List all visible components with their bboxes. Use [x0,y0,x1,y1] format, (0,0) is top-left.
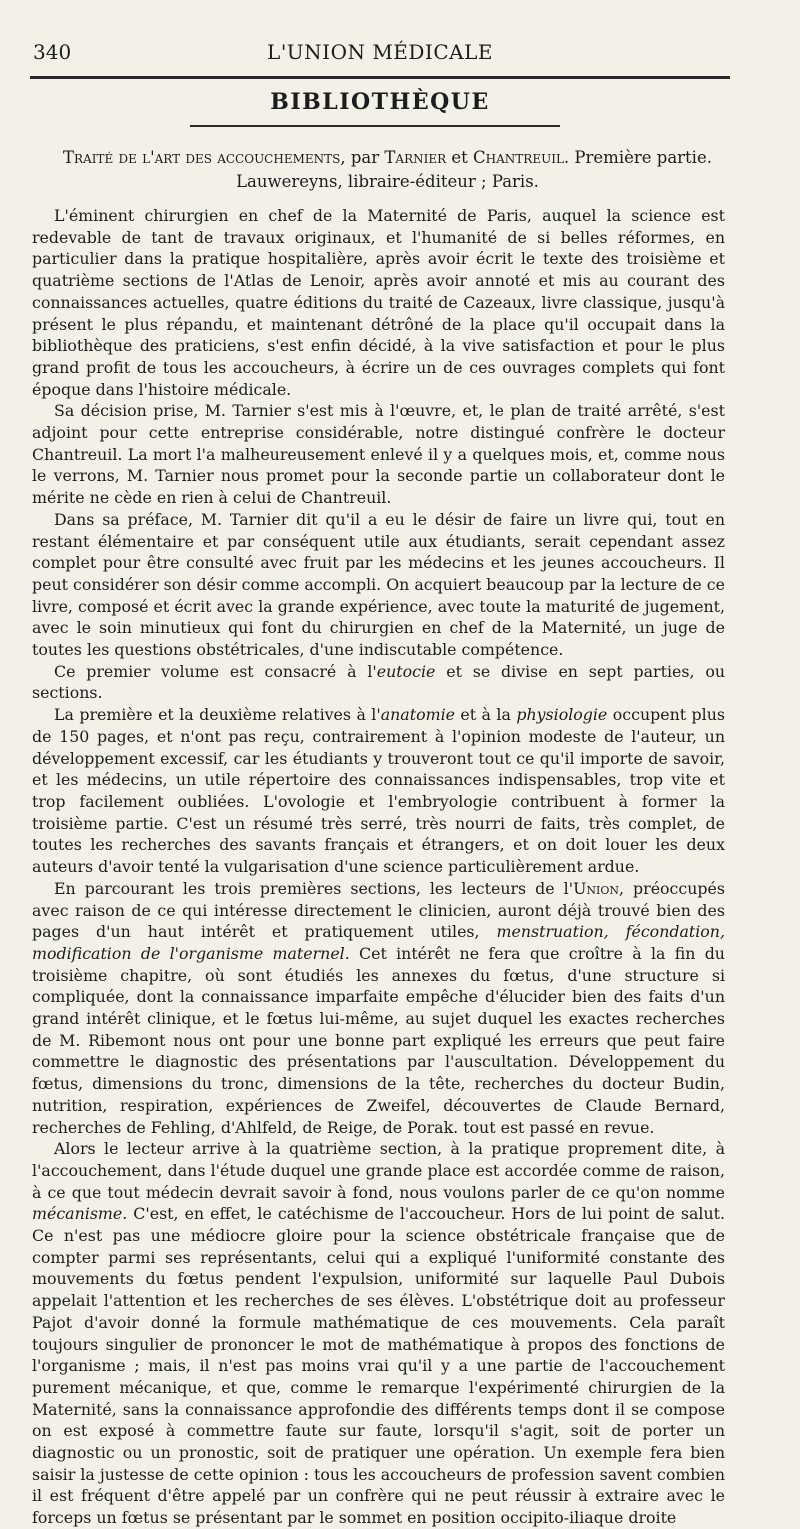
paragraph-1: L'éminent chirurgien en chef de la Maternité de Paris, auquel la science est redevable de tant de travaux originaux, et l'humanité de si belles réformes, en particulier dans la pratique hospitalière, après avoir écrit le texte des troisième et quatrième sections de l'Atlas de Lenoir, après avoir annoté et mis au courant des connaissances actuelles, quatre éditions du traité de Cazeaux, livre classique, jusqu'à présent le plus répandu, et maintenant détrôné de la place qu'il occupait dans la bibliothèque des praticiens, s'est enfin décidé, à la vive satisfaction et pour le plus grand profit de tous les accoucheurs, à écrire un de ces ouvrages complets qui font époque dans l'histoire médicale. [32,206,725,399]
text-run: Cet intérêt ne fera que croître à la fin du troisième chapitre, où sont étudiés les annexes du fœtus, d'une structure si compliquée, dont la connaissance imparfaite empêche d'élucider bien des faits d'un grand intérêt clinique, et le fœtus lui-même, au sujet duquel les exactes recherches de M. Ribemont nous ont pour une bonne part expliqué les erreurs que peut faire commettre le diagnostic des présentations par l'auscultation. Développement du fœtus, dimensions du tronc, dimensions de la tête, recherches du docteur Budin, nutrition, respiration, expériences de Zweifel, découvertes de Claude Bernard, recherches de Fehling, d'Ahlfeld, de Reige, de Porak. tout est passé en revue. [32,943,725,1137]
header-rule [30,76,730,79]
citation-part: Première partie. [569,148,712,167]
text-run: , préoccupés avec raison de ce qui intéresse directement le clinicien, auront déjà trouvé bien des pages d'un haut intérêt et pratiquement utiles, [32,878,725,942]
italic-term: physiologie [516,705,608,725]
publisher: Lauwereyns, libraire-éditeur ; Paris. [236,172,539,191]
paragraph-7 [32,1138,725,1529]
author-tarnier: Tarnier [384,148,447,167]
book-title: Traité de l'art des accouchements [63,148,341,167]
text-run: Ce premier volume est consacré à l' [54,661,377,681]
paragraph-6 [32,878,725,1138]
italic-term: anatomie [380,705,455,725]
text-run: La première et la deuxième relatives à l' [54,705,381,725]
citation-and: et [446,148,474,167]
italic-term: eutocie [376,661,436,681]
paragraph-4 [32,661,725,704]
italic-term: mécanisme. [32,1204,128,1224]
section-rule [190,125,560,127]
text-run: et se divise en sept parties, ou sections. [32,661,725,703]
page-header [30,40,730,70]
author-chantreuil: Chantreuil. [473,148,570,167]
text-run: et à la [454,705,517,725]
paragraph-5 [32,704,725,878]
citation-by: , par [340,148,385,167]
text-run: En parcourant les trois premières sections, les lecteurs de l' [54,878,574,898]
text-run: occupent plus de 150 pages, et n'ont pas reçu, contrairement à l'opinion modeste de l'auteur, un développement excessif, car les étudiants y trouveront tout ce qu'il importe de savoir, et les médecins, un utile répertoire des connaissances indispensables, trop vite et trop facilement oubliées. L'ovologie et l'embryologie contribuent à former la troisième partie. C'est un résumé très serré, très nourri de faits, très complet, de toutes les recherches des savants français et étrangers, et on doit louer les deux auteurs d'avoir tenté la vulgarisation d'une science particulièrement ardue. [32,705,725,877]
paragraph-3: Dans sa préface, M. Tarnier dit qu'il a eu le désir de faire un livre qui, tout en restant élémentaire et par conséquent utile aux étudiants, serait cependant assez complet pour être consulté avec fruit par les médecins et les jeunes accoucheurs. Il peut considérer son désir comme accompli. On acquiert beaucoup par la lecture de ce livre, composé et écrit avec la grande expérience, avec toute la maturité de jugement, avec le soin minutieux qui font du chirurgien en chef de la Maternité, un juge de toutes les questions obstétricales, d'une indiscutable compétence. [32,509,725,660]
italic-term: menstruation, fécondation, modification de l'organisme maternel. [32,922,726,963]
text-run: Alors le lecteur arrive à la quatrième section, à la pratique proprement dite, à l'accouchement, dans l'étude duquel une grande place est accordée comme de raison, à ce que tout médecin devrait savoir à fond, nous voulons parler de ce qu'on nomme [32,1139,725,1202]
book-citation [55,146,720,194]
section-title: BIBLIOTHÈQUE [270,89,490,115]
article-body [32,205,725,1529]
text-run: C'est, en effet, le catéchisme de l'accoucheur. Hors de lui point de salut. Ce n'est pas une médiocre gloire pour la science obstétricale française que de compter parmi ses représentants, celui qui a expliqué l'uniformité constante des mouvements du fœtus pendent l'expulsion, uniformité sur laquelle Paul Dubois appelait l'attention et les recherches de ses élèves. L'obstétrique doit au professeur Pajot d'avoir donné la formule mathématique de ces mouvements. Cela paraît toujours singulier de prononcer le mot de mathématique à propos des fonctions de l'organisme ; mais, il n'est pas moins vrai qu'il y a une partie de l'accouchement purement mécanique, et que, comme le remarque l'expérimenté chirurgien de la Maternité, sans la connaissance approfondie des différents temps dont il se compose on est exposé à commettre faute sur faute, lorsqu'il s'agit, soit de porter un diagnostic ou un pronostic, soit de pratiquer une opération. Un exemple fera bien saisir la justesse de cette opinion : tous les accoucheurs de profession savent combien il est fréquent d'être appelé par un confrère qui ne peut réussir à extraire avec le forceps un fœtus se présentant par le sommet en position occipito-iliaque droite [32,1204,725,1528]
page-number: 340 [33,40,72,64]
running-title: L'UNION MÉDICALE [267,40,493,64]
journal-name: Union [573,878,619,898]
paragraph-2: Sa décision prise, M. Tarnier s'est mis à l'œuvre, et, le plan de traité arrêté, s'est adjoint pour cette entreprise considérable, notre distingué confrère le docteur Chantreuil. La mort l'a malheureusement enlevé il y a quelques mois, et, comme nous le verrons, M. Tarnier nous promet pour la seconde partie un collaborateur dont le mérite ne cède en rien à celui de Chantreuil. [32,401,725,508]
